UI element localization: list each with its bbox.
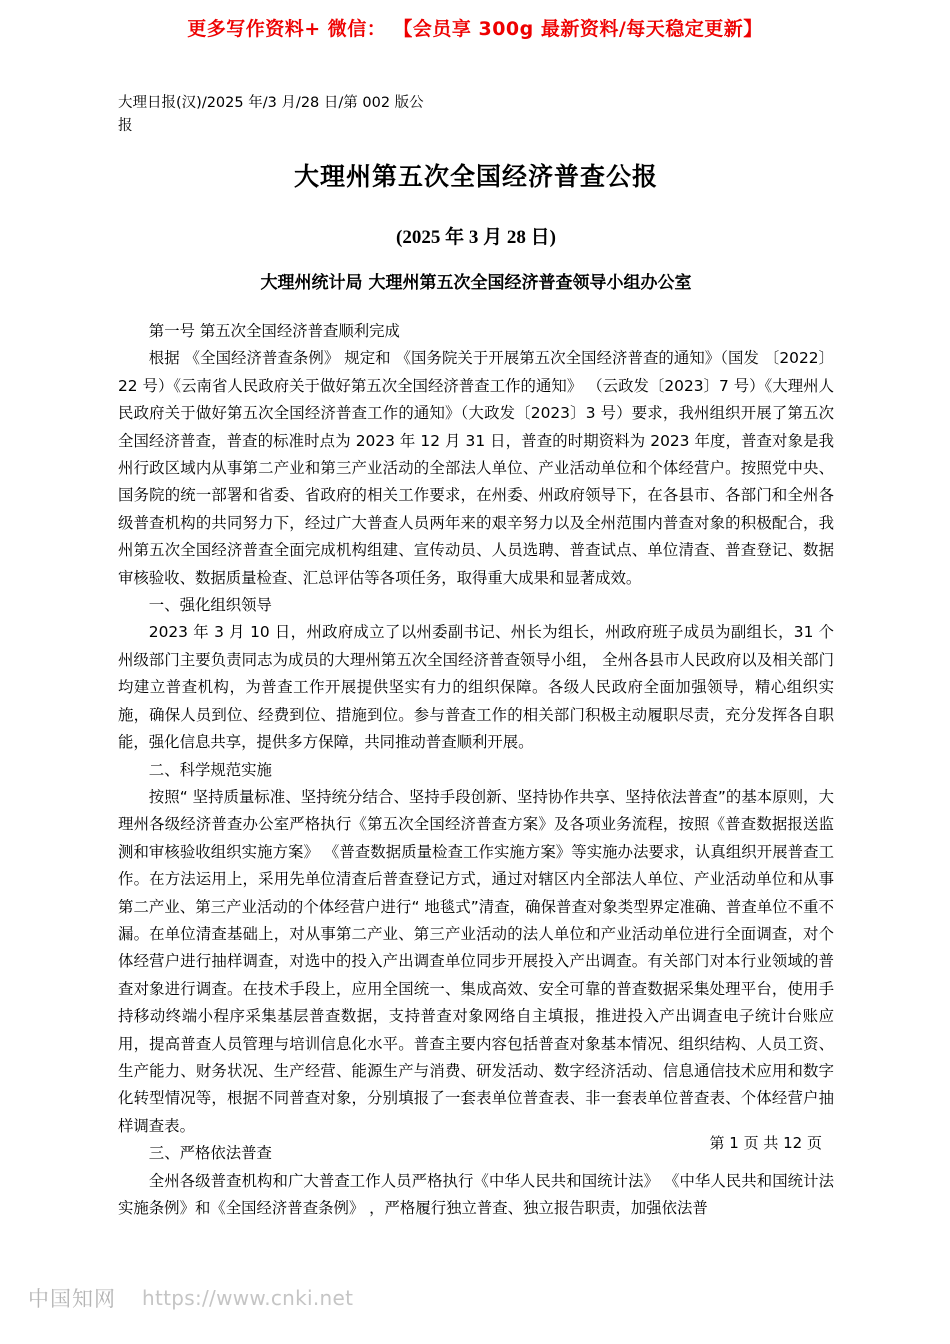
paragraph: 全州各级普查机构和广大普查工作人员严格执行《中华人民共和国统计法》 《中华人民共和国统计法实施条例》和《全国经济普查条例》 ，严格履行独立普查、独立报告职责，加强依法普 <box>118 1171 834 1217</box>
cnki-url-label: https://www.cnki.net <box>142 1286 354 1310</box>
document-date: (2025 年 3 月 28 日) <box>396 227 556 248</box>
section-heading: 二、科学规范实施 <box>148 760 272 779</box>
section-heading: 一、强化组织领导 <box>148 596 272 615</box>
paragraph: 按照“ 坚持质量标准、坚持统分结合、坚持手段创新、坚持协作共享、坚持依法普查”的基本原则，大理州各级经济普查办公室严格执行《第五次全国经济普查方案》及各项业务流程，按照《普查数据报送监测和审核验收组织实施方案》 《普查数据质量检查工作实施方案》等实施办法要求，认真组织开展普查工作。在方法运用上，采用先单位清查后普查登记方式，通过对辖区内全部法人单位、产业活动单位和从事第二产业、第三产业活动的个体经营户进行“ 地毯式”清查，确保普查对象类型界定准确、普查单位不重不漏。在单位清查基础上，对从事第二产业、第三产业活动的法人单位和产业活动单位进行全面调查，对个体经营户进行抽样调查，对选中的投入产出调查单位同步开展投入产出调查。有关部门对本行业领域的普查对象进行调查。在技术手段上，应用全国统一、集成高效、安全可靠的普查数据采集处理平台，使用手持移动终端小程序采集基层普查数据，支持普查对象网络自主填报，推进投入产出调查电子统计台账应用，提高普查人员管理与培训信息化水平。普查主要内容包括普查对象基本情况、组织结构、人员工资、生产能力、财务状况、生产经营、能源生产与消费、研发活动、数字经济活动、信息通信技术应用和数字化转型情况等，根据不同普查对象，分别填报了一套表单位普查表、非一套表单位普查表、个体经营户抽样调查表。 <box>118 787 834 1135</box>
section-heading: 三、严格依法普查 <box>148 1144 272 1163</box>
paragraph: 2023 年 3 月 10 日，州政府成立了以州委副书记、州长为组长，州政府班子成员为副组长，31 个州级部门主要负责同志为成员的大理州第五次全国经济普查领导小组， 全州各县市人民政府以及相关部门均建立普查机构，为普查工作开展提供坚实有力的组织保障。各级人民政府全面加强领导，精心组织实施，确保人员到位、经费到位、措施到位。参与普查工作的相关部门积极主动履职尽责，充分发挥各自职能，强化信息共享，提供多方保障，共同推动普查顺利开展。 <box>118 623 834 752</box>
promo-banner: 更多写作资料+ 微信： 【会员享 300g 最新资料/每天稳定更新】 <box>187 18 763 40</box>
page-title: 大理州第五次全国经济普查公报 <box>293 162 658 191</box>
cnki-brand-label: 中国知网 <box>28 1287 116 1311</box>
issuing-agency-byline: 大理州统计局 大理州第五次全国经济普查领导小组办公室 <box>260 273 692 293</box>
paragraph: 根据 《全国经济普查条例》 规定和 《国务院关于开展第五次全国经济普查的通知》（国发 〔2022〕22 号）《云南省人民政府关于做好第五次全国经济普查工作的通知》 （云政发〔2023〕7 号）《大理州人民政府关于做好第五次全国经济普查工作的通知》（大政发〔2023〕3 号）要求，我州组织开展了第五次全国经济普查，普查的标准时点为 2023 年 12 月 31 日，普查的时期资料为 2023 年度，普查对象是我州行政区域内从事第二产业和第三产业活动的全部法人单位、产业活动单位和个体经营户。按照党中央、国务院的统一部署和省委、省政府的相关工作要求，在州委、州政府领导下，在各县市、各部门和全州各级普查机构的共同努力下，经过广大普查人员两年来的艰辛努力以及全州范围内普查对象的积极配合，我州第五次全国经济普查全面完成机构组建、宣传动员、人员选聘、普查试点、单位清查、普查登记、数据审核验收、数据质量检查、汇总评估等各项任务，取得重大成果和显著成效。 <box>118 349 834 587</box>
document-body <box>118 318 834 1222</box>
paragraph: 第一号 第五次全国经济普查顺利完成 <box>148 322 400 340</box>
page-number-footer: 第 1 页 共 12 页 <box>709 1134 822 1152</box>
cnki-watermark <box>28 1283 353 1313</box>
source-citation: 大理日报(汉)/2025 年/3 月/28 日/第 002 版公报 <box>118 95 424 134</box>
